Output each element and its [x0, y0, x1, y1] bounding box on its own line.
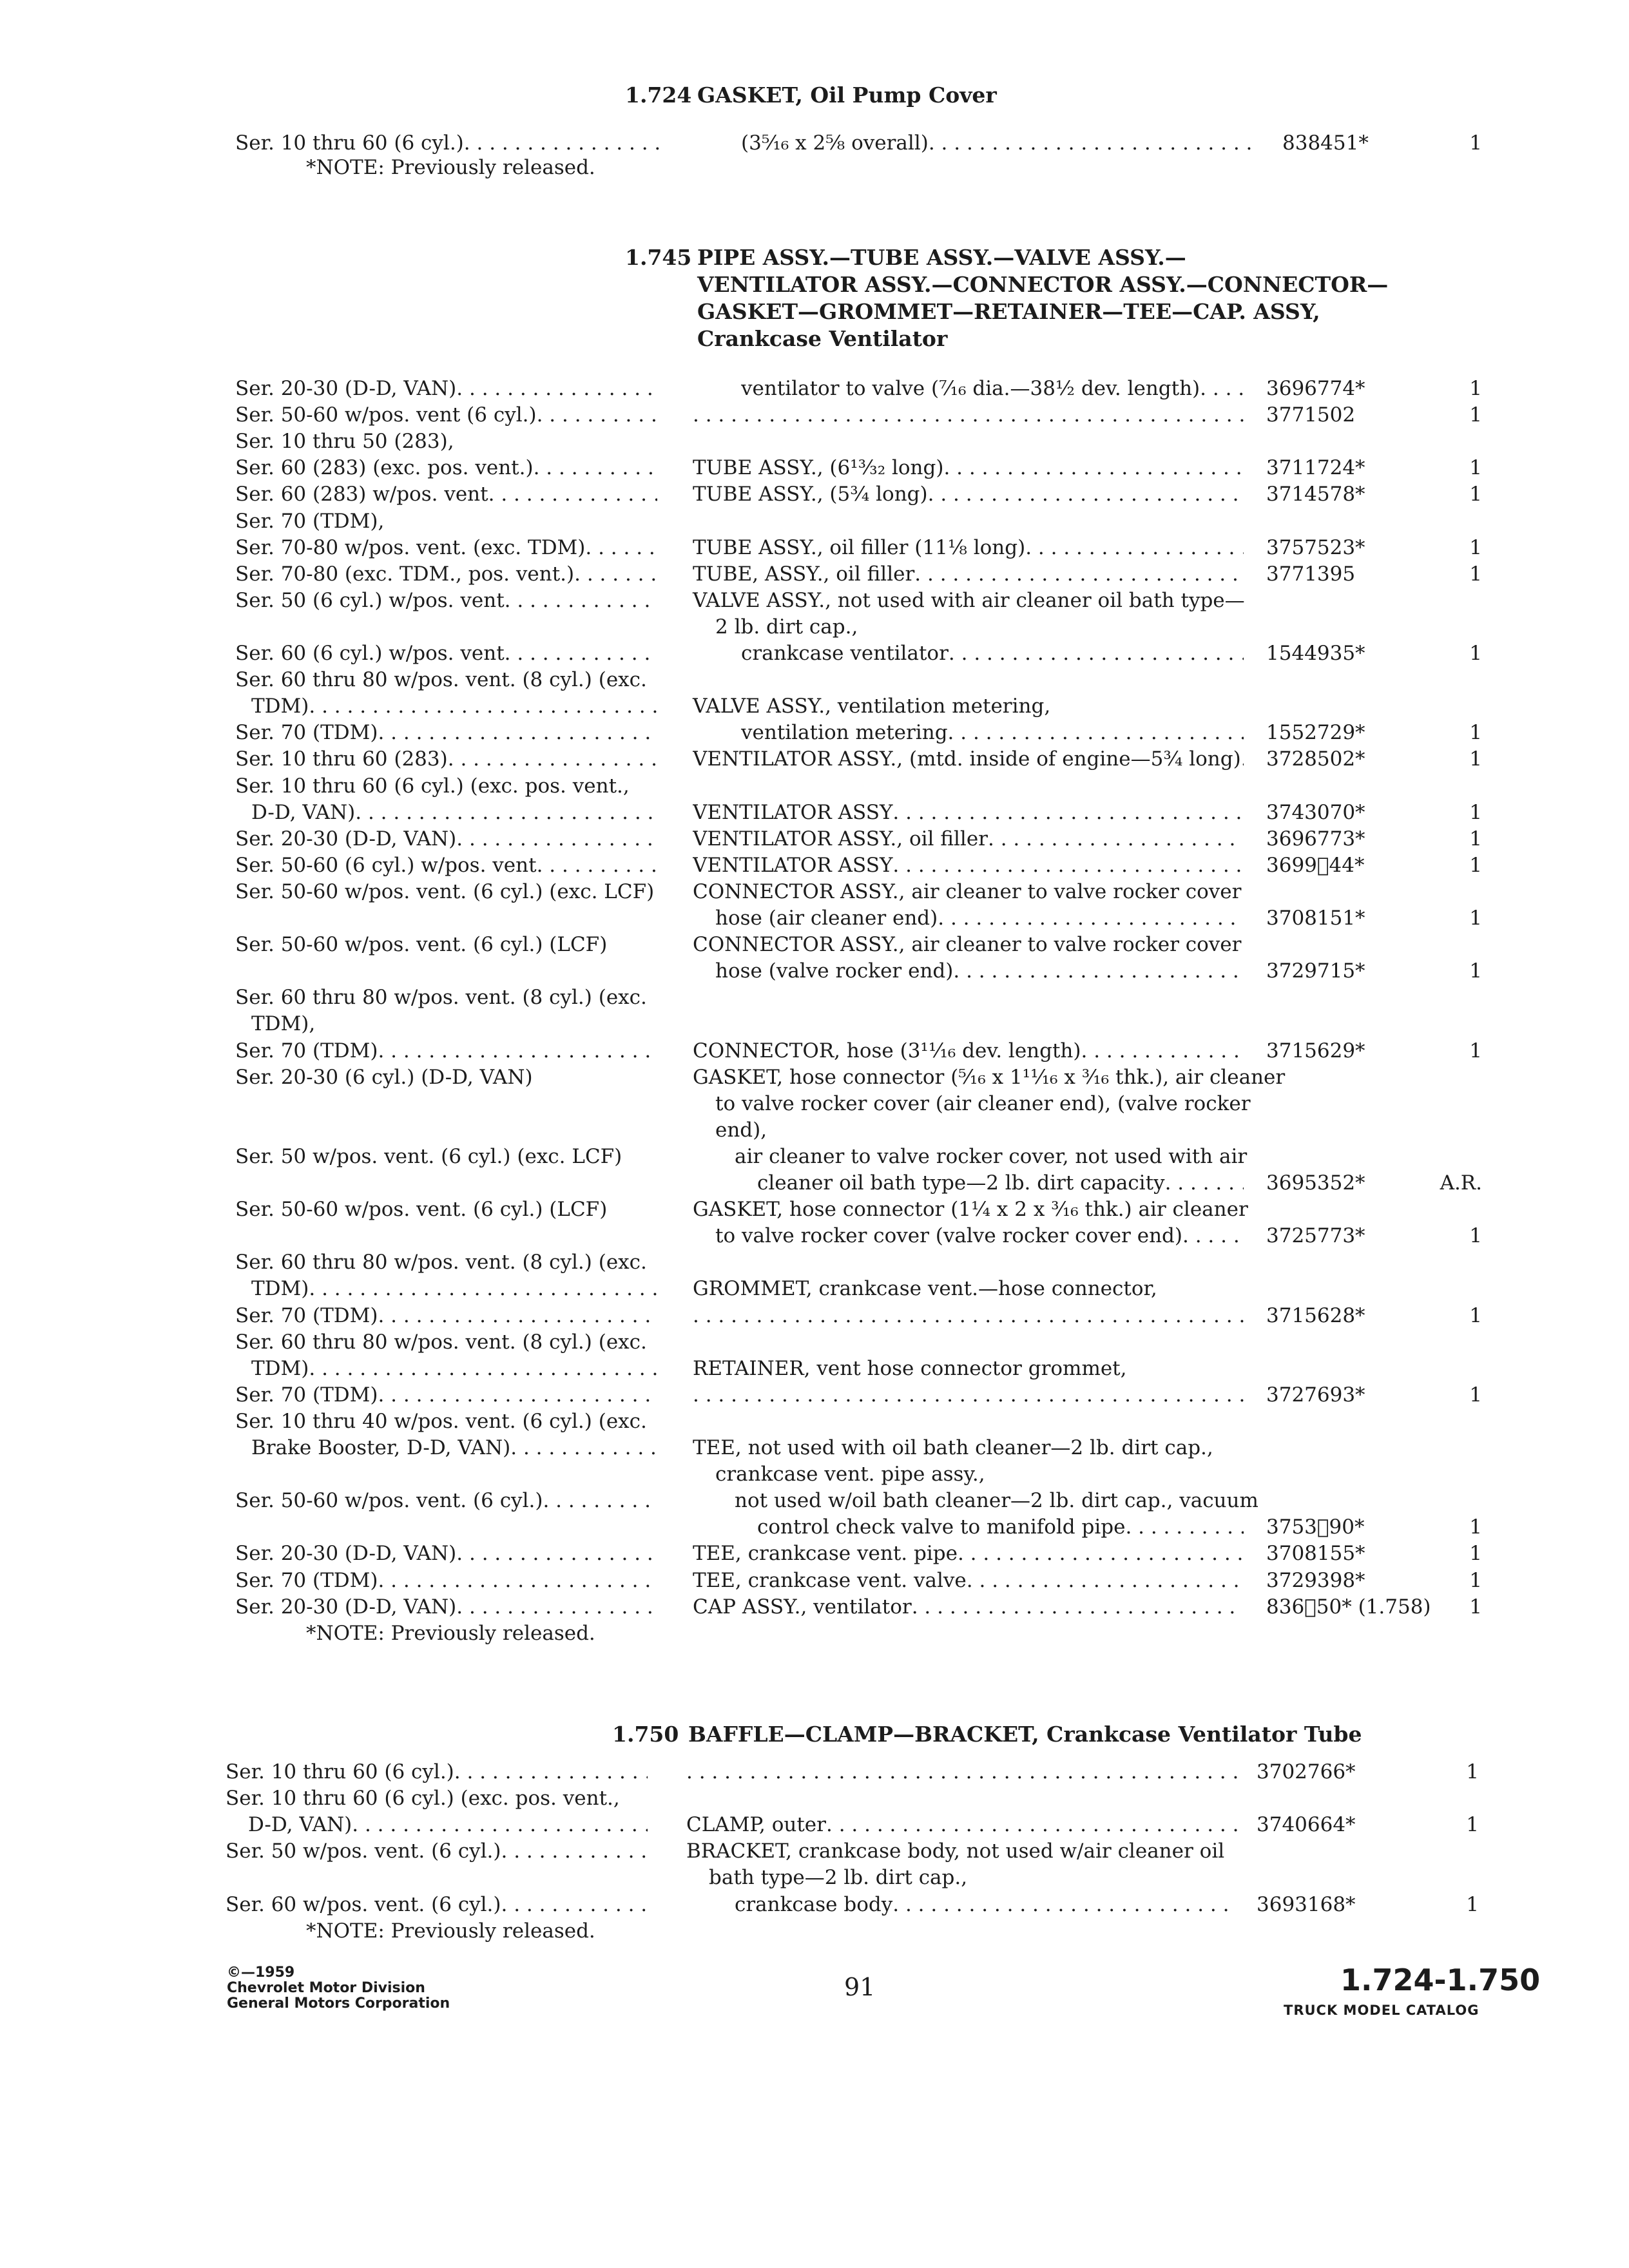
left-entry: Ser. 50-60 (6 cyl.) w/pos. vent . . .: [235, 852, 657, 878]
part-number: 3714578*: [1266, 483, 1365, 506]
copyright-year: ©—1959: [227, 1965, 295, 1981]
note: *NOTE: Previously released.: [306, 1621, 595, 1645]
section-title: GASKET, Oil Pump Cover: [697, 82, 997, 108]
part-number: 3708155*: [1266, 1542, 1365, 1566]
part-number: 838451*: [1282, 131, 1369, 155]
part-description: VALVE ASSY., not used with air cleaner oil bath type—: [693, 588, 1245, 612]
quantity: 1: [1469, 403, 1482, 427]
section-title-line: GASKET—GROMMET—RETAINER—TEE—CAP. ASSY,: [697, 299, 1320, 324]
part-description: hose (valve rocker end) . . .: [715, 958, 1244, 984]
quantity: A.R.: [1440, 1171, 1482, 1195]
part-description: TUBE ASSY., (6¹³⁄₃₂ long) . . .: [693, 455, 1244, 481]
left-entry: Ser. 70 (TDM) . . .: [235, 1038, 657, 1064]
left-entry: Ser. 50 w/pos. vent. (6 cyl.) . . .: [226, 1838, 648, 1864]
left-entry: Ser. 10 thru 60 (6 cyl.) . . .: [235, 130, 662, 156]
quantity: 1: [1469, 1383, 1482, 1407]
quantity: 1: [1469, 907, 1482, 930]
section-number: 1.724: [625, 82, 692, 108]
part-description: control check valve to manifold pipe . . .: [757, 1514, 1244, 1540]
copyright-corporation: General Motors Corporation: [227, 1995, 450, 2012]
quantity: 1: [1469, 1303, 1482, 1327]
left-entry: Ser. 70-80 (exc. TDM., pos. vent.) . . .: [235, 561, 657, 587]
quantity: 1: [1469, 456, 1482, 480]
part-description: TEE, crankcase vent. pipe . . .: [693, 1541, 1244, 1566]
part-description: TUBE, ASSY., oil filler . . .: [693, 561, 1244, 587]
part-number: 3743070*: [1266, 800, 1365, 824]
part-description: GROMMET, crankcase vent.—hose connector,: [693, 1277, 1157, 1301]
quantity: 1: [1466, 1813, 1479, 1837]
left-entry: Ser. 50-60 w/pos. vent. (6 cyl.) (LCF): [235, 1198, 608, 1222]
quantity: 1: [1469, 562, 1482, 586]
quantity: 1: [1469, 747, 1482, 771]
quantity: 1: [1469, 721, 1482, 745]
part-description: not used w/oil bath cleaner—2 lb. dirt cap., vacuum: [735, 1489, 1258, 1513]
part-description: [693, 1303, 1244, 1329]
left-entry: Ser. 50-60 w/pos. vent. (6 cyl.) (exc. LCF): [235, 879, 655, 903]
part-description: end),: [715, 1118, 767, 1142]
catalog-name: TRUCK MODEL CATALOG: [1284, 2003, 1480, 2018]
copyright-division: Chevrolet Motor Division: [227, 1980, 425, 1996]
quantity: 1: [1469, 483, 1482, 506]
part-number: 3753⃠90*: [1266, 1515, 1365, 1539]
part-number: 3728502*: [1266, 747, 1365, 771]
section-header-1750: [612, 1722, 1450, 1747]
left-entry: Ser. 20-30 (D-D, VAN) . . .: [235, 376, 657, 401]
part-description: [693, 1382, 1244, 1408]
left-entry: Ser. 50 w/pos. vent. (6 cyl.) (exc. LCF): [235, 1144, 622, 1168]
quantity: 1: [1469, 1568, 1482, 1592]
left-entry: Ser. 60 (283) (exc. pos. vent.) . . .: [235, 455, 657, 481]
quantity: 1: [1469, 853, 1482, 877]
note: *NOTE: Previously released.: [306, 1919, 595, 1943]
section-header-1724: [516, 82, 1418, 108]
section-title-line: PIPE ASSY.—TUBE ASSY.—VALVE ASSY.—: [697, 245, 1186, 270]
part-description: ventilation metering . . .: [741, 720, 1244, 745]
part-description: TUBE ASSY., oil filler (11⅛ long) . . .: [693, 535, 1244, 561]
part-description: [686, 1759, 1237, 1785]
left-entry: TDM) . . .: [251, 1356, 657, 1381]
left-entry: Ser. 10 thru 40 w/pos. vent. (6 cyl.) (exc.: [235, 1409, 647, 1433]
part-description: BRACKET, crankcase body, not used w/air cleaner oil: [686, 1840, 1225, 1863]
part-description: 2 lb. dirt cap.,: [715, 615, 858, 639]
left-entry: Ser. 60 (283) w/pos. vent . . .: [235, 481, 657, 507]
part-description: crankcase vent. pipe assy.,: [715, 1463, 985, 1486]
left-entry: Ser. 20-30 (D-D, VAN) . . .: [235, 1541, 657, 1566]
left-entry: D-D, VAN) . . .: [251, 800, 657, 825]
part-description: RETAINER, vent hose connector grommet,: [693, 1356, 1127, 1380]
part-number: 3771502: [1266, 403, 1356, 427]
quantity: 1: [1469, 800, 1482, 824]
left-entry: D-D, VAN) . . .: [248, 1812, 648, 1838]
part-description: ventilator to valve (⁷⁄₁₆ dia.—38½ dev. length) . . .: [741, 376, 1244, 401]
part-description: air cleaner to valve rocker cover, not used with air: [735, 1144, 1248, 1168]
part-description: GASKET, hose connector (1¼ x 2 x ³⁄₁₆ thk.) air cleaner: [693, 1198, 1248, 1222]
part-number: 3757523*: [1266, 535, 1365, 559]
part-description: to valve rocker cover (valve rocker cover end) . . .: [715, 1223, 1244, 1249]
left-entry: Ser. 60 thru 80 w/pos. vent. (8 cyl.) (exc.: [235, 668, 647, 692]
part-description: hose (air cleaner end) . . .: [715, 905, 1244, 931]
left-entry: Ser. 10 thru 60 (283) . . .: [235, 746, 657, 772]
part-description: to valve rocker cover (air cleaner end), (valve rocker: [715, 1091, 1251, 1115]
part-number: 3699⃠44*: [1266, 853, 1365, 877]
quantity: 1: [1469, 377, 1482, 400]
left-entry: Ser. 70 (TDM) . . .: [235, 1303, 657, 1329]
quantity: 1: [1469, 827, 1482, 850]
part-number: 3727693*: [1266, 1383, 1365, 1407]
part-description: VENTILATOR ASSY., (mtd. inside of engine—5¾ long) . . .: [693, 746, 1244, 772]
part-number: 3729398*: [1266, 1568, 1365, 1592]
section-title: BAFFLE—CLAMP—BRACKET, Crankcase Ventilator Tube: [688, 1722, 1362, 1747]
part-description: CONNECTOR ASSY., air cleaner to valve rocker cover: [693, 879, 1242, 903]
left-entry: Ser. 60 thru 80 w/pos. vent. (8 cyl.) (exc.: [235, 1330, 647, 1354]
part-description: VENTILATOR ASSY . . .: [693, 800, 1244, 825]
part-description: TUBE ASSY., (5¾ long) . . .: [693, 481, 1244, 507]
part-number: 3695352*: [1266, 1171, 1365, 1195]
section-number: 1.745: [625, 245, 692, 270]
quantity: 1: [1469, 1595, 1482, 1619]
note: *NOTE: Previously released.: [306, 156, 595, 179]
quantity: 1: [1469, 1515, 1482, 1539]
left-entry: Ser. 10 thru 60 (6 cyl.) (exc. pos. vent.,: [235, 774, 630, 798]
left-entry: Ser. 20-30 (D-D, VAN) . . .: [235, 1594, 657, 1620]
copyright-block: [227, 1965, 450, 2012]
left-entry: Ser. 10 thru 50 (283),: [235, 430, 454, 454]
left-entry: Ser. 20-30 (6 cyl.) (D-D, VAN): [235, 1065, 533, 1089]
part-description: VENTILATOR ASSY . . .: [693, 852, 1244, 878]
part-number: 3696774*: [1266, 377, 1365, 400]
part-number: 3729715*: [1266, 959, 1365, 983]
page-number: 91: [844, 1973, 876, 2001]
left-entry: Ser. 60 thru 80 w/pos. vent. (8 cyl.) (exc.: [235, 1251, 647, 1274]
left-entry: Brake Booster, D-D, VAN) . . .: [251, 1435, 657, 1461]
part-number: 836⃠50* (1.758): [1266, 1595, 1431, 1619]
part-description: cleaner oil bath type—2 lb. dirt capacity . . .: [757, 1170, 1244, 1196]
part-description: TEE, crankcase vent. valve . . .: [693, 1568, 1244, 1593]
part-number: 3725773*: [1266, 1224, 1365, 1248]
quantity: 1: [1466, 1760, 1479, 1783]
part-number: 3693168*: [1257, 1892, 1356, 1916]
left-entry: Ser. 70 (TDM),: [235, 509, 385, 533]
part-number: 3715629*: [1266, 1039, 1365, 1062]
quantity: 1: [1466, 1892, 1479, 1916]
section-title-line: VENTILATOR ASSY.—CONNECTOR ASSY.—CONNECTOR—: [697, 272, 1389, 297]
part-number: 3715628*: [1266, 1303, 1365, 1327]
part-description: crankcase body . . .: [735, 1892, 1237, 1917]
part-number: 3771395: [1266, 562, 1356, 586]
left-entry: TDM) . . .: [251, 693, 657, 719]
part-description: VENTILATOR ASSY., oil filler . . .: [693, 826, 1244, 852]
part-number: 3740664*: [1257, 1813, 1356, 1837]
left-entry: TDM),: [251, 1012, 316, 1036]
part-description: CONNECTOR, hose (3¹¹⁄₁₆ dev. length) . . .: [693, 1038, 1244, 1064]
left-entry: Ser. 60 w/pos. vent. (6 cyl.) . . .: [226, 1892, 648, 1917]
left-entry: Ser. 50-60 w/pos. vent (6 cyl.) . . .: [235, 402, 657, 428]
left-entry: Ser. 70-80 w/pos. vent. (exc. TDM) . . .: [235, 535, 657, 561]
part-number: 3711724*: [1266, 456, 1365, 480]
quantity: 1: [1469, 642, 1482, 665]
left-entry: Ser. 60 (6 cyl.) w/pos. vent . . .: [235, 640, 657, 666]
section-number: 1.750: [612, 1722, 679, 1747]
quantity: 1: [1469, 1039, 1482, 1062]
quantity: 1: [1469, 1224, 1482, 1248]
part-number: 3702766*: [1257, 1760, 1356, 1783]
quantity: 1: [1469, 1542, 1482, 1566]
part-description: CONNECTOR ASSY., air cleaner to valve rocker cover: [693, 933, 1242, 957]
part-description: TEE, not used with oil bath cleaner—2 lb. dirt cap.,: [693, 1436, 1213, 1459]
quantity: 1: [1469, 131, 1482, 155]
part-description: [693, 402, 1244, 428]
part-description: GASKET, hose connector (⁵⁄₁₆ x 1¹¹⁄₁₆ x ³⁄₁₆ thk.), air cleaner: [693, 1065, 1286, 1089]
section-header-1745: [625, 245, 1398, 354]
part-description: bath type—2 lb. dirt cap.,: [709, 1866, 968, 1890]
left-entry: Ser. 10 thru 60 (6 cyl.) (exc. pos. vent.,: [226, 1787, 620, 1811]
part-number: 1544935*: [1266, 642, 1365, 665]
part-number: 3696773*: [1266, 827, 1365, 850]
catalog-range: 1.724-1.750: [1340, 1963, 1541, 1997]
left-entry: Ser. 60 thru 80 w/pos. vent. (8 cyl.) (exc.: [235, 986, 647, 1010]
part-description: VALVE ASSY., ventilation metering,: [693, 695, 1051, 718]
part-number: 1552729*: [1266, 721, 1365, 745]
left-entry: Ser. 50-60 w/pos. vent. (6 cyl.) . . .: [235, 1488, 657, 1514]
left-entry: Ser. 50 (6 cyl.) w/pos. vent . . .: [235, 588, 657, 613]
part-description: CAP ASSY., ventilator . . .: [693, 1594, 1244, 1620]
section-title-line: Crankcase Ventilator: [697, 326, 948, 351]
quantity: 1: [1469, 959, 1482, 983]
left-entry: Ser. 70 (TDM) . . .: [235, 1382, 657, 1408]
left-entry: Ser. 50-60 w/pos. vent. (6 cyl.) (LCF): [235, 933, 608, 957]
left-entry: TDM) . . .: [251, 1276, 657, 1302]
part-description: (3⁵⁄₁₆ x 2⁵⁄₈ overall) . . .: [741, 130, 1257, 156]
left-entry: Ser. 20-30 (D-D, VAN) . . .: [235, 826, 657, 852]
left-entry: Ser. 70 (TDM) . . .: [235, 1568, 657, 1593]
left-entry: Ser. 70 (TDM) . . .: [235, 720, 657, 745]
quantity: 1: [1469, 535, 1482, 559]
part-description: CLAMP, outer . . .: [686, 1812, 1237, 1838]
left-entry: Ser. 10 thru 60 (6 cyl.) . . .: [226, 1759, 648, 1785]
part-number: 3708151*: [1266, 907, 1365, 930]
part-description: crankcase ventilator . . .: [741, 640, 1244, 666]
